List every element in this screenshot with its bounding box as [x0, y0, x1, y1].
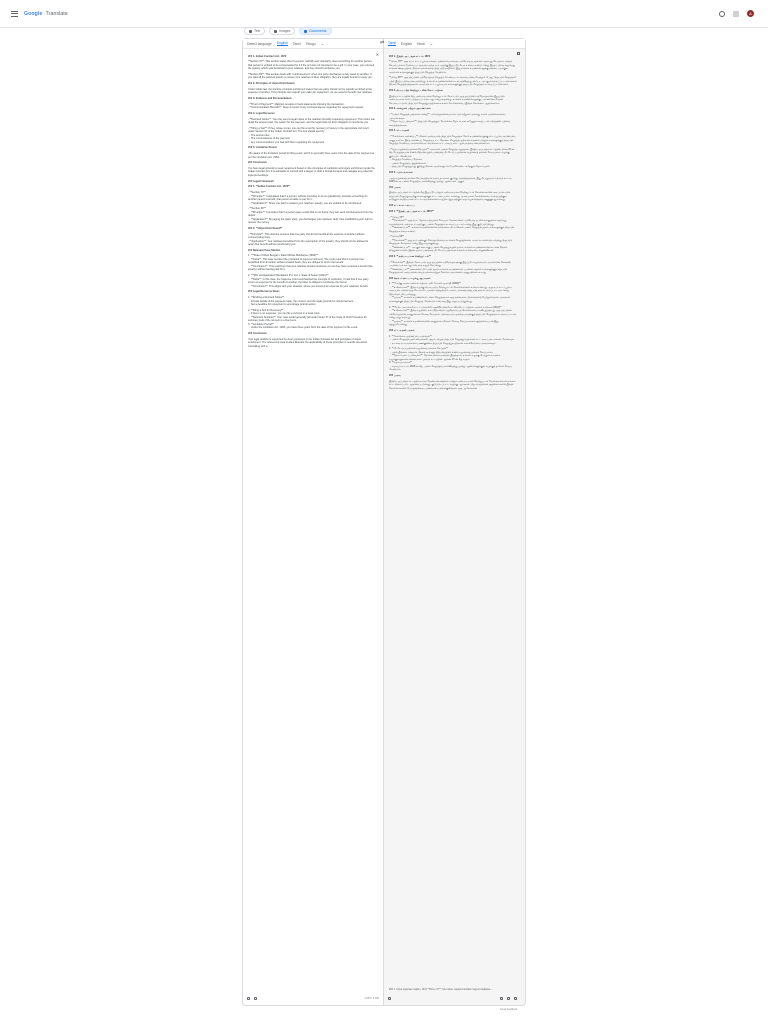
paragraph: - ஒரு வழக்கைத் தாக்கல் செய்வதற்கான வரம்புக் காலம் குறித்து அறிந்திருங்கள், இது பொதுவாக வரம்புச் சட்டம், 1963-ன்படி பணம் செலுத்திய நாளிலிருந்து மூன்று ஆண்டுகள் ஆகும். [389, 176, 513, 184]
paragraph: Your legal position is supported by clear provisions in the Indian Contract Act and principles of unjust enrichment. The referenced case studies illustrate the applicability of these principles in real-life scenarios. Consulting with a [248, 337, 369, 348]
paragraph: - **பிரிவு 70** - **கொள்கை**: ஒரு நபர், தேவையற்றதாகச் செய்யும் நோக்கமின்றி, மற்றொரு நபரின் நலனுக்காக ஏதாவது வழங்கினால், அந்த நபர் அதற்குப் பணம் செலுத்தக் கடமைப்பட்டவர் என்று இது குறிப்பிடுகிறது. - **விண்ணப்பம்**: உங்கள் உறவினர்களின் நகைகளை மீட்க நீங்கள் பணம் செலுத்தியதால், உங்களுக்குத் திருப்பிச் செலுத்த உரிமை உண்டு. [389, 215, 515, 233]
section-heading: ### 2. **Unjust Enrichment** [248, 226, 283, 230]
paragraph: Under Indian law, the doctrine of unjust enrichment states that one party should not be unjustly enriched at the expense of another. This principle can support your claim for repayment, as you acted to benefit your relatives. [248, 87, 373, 95]
target-language-tab[interactable]: Hindi [417, 41, 425, 46]
chevron-down-icon[interactable]: ⌄ [320, 41, 325, 46]
text-mode-icon [249, 30, 252, 33]
star-icon[interactable] [517, 52, 520, 55]
section-heading: ### முடிவு [389, 185, 401, 189]
paragraph: You have legal grounds to seek repayment based on the principles of restitution and unjust enrichment under the Indian Contract Act. It is advisable to consult with a lawyer to draft a formal demand and navigate any potential legal proceedings. [248, 166, 376, 177]
character-count: 4,953 / 5,000 [364, 996, 379, 1000]
source-footer [247, 994, 379, 1002]
target-language-tab[interactable]: Tamil [388, 41, 396, 45]
mode-tab-documents[interactable] [299, 27, 331, 35]
brand-logo[interactable] [24, 11, 68, 17]
mode-tab-label: Documents [309, 29, 327, 33]
paragraph: - **Section 70** - **Principle**: It stipulates that if a person, without intending to do so gratuitously, provides something for another person's benefit, that person is liable to pay for it. - **Application**: Since you paid to redeem your relatives' jewelry, you are entitled to be reimbursed. [248, 191, 368, 205]
swap-languages-icon[interactable]: ⇄ [380, 40, 385, 46]
target-footer [388, 994, 521, 1002]
paragraph: **பிரிவு 70**: ஒரு நபர், சட்டப்பூர்வமாகவும், தன்னார்வமாகவும், மற்றொரு நபருக்காக ஏதாவது செய்தால், அந்தச் செயல் பரிசாக நோக்கப்படாதவரை அந்த நபர் அதற்கு இழப்பீடு பெற உரிமை உண்டு என்று இந்தப் பிரிவு கூறுகிறது. உங்கள் விஷயத்தில், நீங்கள் நகைகளைத் திருப்பித் தந்தீர்கள், இது உங்கள் உறவினர்களுக்கு நன்மை பயக்கும், அவர்கள் உங்களுக்குத் திருப்பிச் செலுத்த வேண்டும். [389, 60, 517, 74]
listen-icon[interactable] [254, 997, 257, 1000]
settings-icon[interactable] [719, 11, 725, 17]
section-heading: ### 1. **Indian Contract Act, 1872** [248, 185, 291, 189]
section-heading: ### முடிவு [389, 373, 401, 377]
section-heading: ### சட்ட உதவி படிகள் [389, 328, 415, 332]
top-right-actions [719, 10, 754, 17]
rate-translation-icon[interactable] [507, 997, 510, 1000]
section-heading: ### Conclusion [248, 161, 267, 165]
paragraph: - **கோரிக்கை அறிவிப்பு**: நீங்கள் முறையாகத் திருப்பிச் செலுத்தக் கோரி உறவினர்களுக்கு சட்டப்பூர்வ அறிவிப்பை அனுப்பலாம். இந்த அறிவிப்பு செலுத்தப்பட்ட தொகை, செலுத்தியதற்கான காரணம் மற்றும் உங்களுக்குத் திருப்பிச் செலுத்த வேண்டிய அவர்களின் கடமைக்கான சட்ட அடிப்படை ஆகியவற்றை விவரிக்கலாம். [389, 135, 517, 145]
share-icon[interactable] [514, 997, 517, 1000]
menu-icon[interactable] [11, 11, 18, 17]
paragraph: - **பிரிவு 69** - **கொள்கை**: ஒரு நபர் தனக்குச் சொந்தமில்லாத கடனைச் செலுத்தினால், அவர் கடனாளியிடமிருந்து திருப்பிச் செலுத்தக் கோரலாம் என்று இது வழங்குகிறது. - **விண்ணப்பம்**: அடகுக் கடைக்குப் பணம் செலுத்துவதன் மூலம், உங்கள் உறவினர்களின் கடனை நீங்கள் தீர்த்துவிட்டீர்கள், இதன் மூலம் பணத்தை மீட்டெடுப்பதற்கான உங்கள் உரிமையை நிறுவினீர்கள். [389, 235, 512, 253]
paragraph: - **Section 69** - **Principle**: It provides that if a person pays a debt that is not theirs, they can seek reimbursement from the debtor. - **Application**: By paying the pawn shop, you discharged your relatives' debt, thus establishing your right to recover the money. [248, 207, 373, 225]
paragraph: 2. **மீட்டெடுப்பதற்கான வழக்கைத் தாக்கல் செய்தல்** - பதில் இல்லை என்றால், நீங்கள் உள்ளூர் நீதிமன்றத்தில் சிவில் வழக்கைத் தாக்கல் செய்யலாம். - **தொடர்புடைய பிரிவுகள்**: தொகை நிலையானதாக இருந்தால், உங்கள் வழக்கு பொதுவாக சுருக்க வழக்குகளுக்கான சிவில் நடைமுறைச் சட்டத்தின் ஆணை 37-ன் கீழ் வரும். 3. **வரம்புக் காலம்** - வரம்புச் சட்டம், 1963-ன் கீழ், பணம் செலுத்திய நாளிலிருந்து மூன்று ஆண்டுகளுக்குள் வழக்குத் தாக்கல் செய்ய வேண்டும். [389, 347, 513, 372]
copy-icon[interactable] [500, 997, 503, 1000]
clear-text-icon[interactable]: ✕ [375, 52, 379, 57]
target-panel [384, 38, 526, 1006]
source-text[interactable] [248, 53, 375, 350]
images-mode-icon [274, 30, 277, 33]
paragraph: **பிரிவு 69**: ஒரு தரப்பினர் மற்றொருவர் செலுத்த வேண்டிய கடமையை நிறைவேற்றும் போது "திருப்பிச் செலுத்தல்" பற்றி இந்தப் பிரிவு கையாள்கிறது. உங்கள் உறவினர்களின் கடமையிலிருந்து விடுபட அடகு வைக்கப்பட்ட நகைகளை நீங்கள் செலுத்தியிருந்தால், அவர்கள் சட்டப்பூர்வமாக உங்களுக்குத் திருப்பிச் செலுத்தக் கடமைப்பட்டுள்ளனர். [389, 76, 518, 87]
section-heading: ### 3. Evidence and Documentation [248, 96, 292, 100]
paragraph: 1. **கோரிக்கை அறிவிப்பை வரைதல்** - பணம் செலுத்தியதன் விவரங்கள், சூழல் மற்றும் திருப்பிச் செலுத்துவதற்கான சட்ட அடிப்படைகளைச் சேர்க்கவும். - உடனடி நடவடிக்கையை ஊக்குவிக்க திருப்பிச் செலுத்துவதற்கான காலக்கெடுவை அமைக்கவும். [389, 334, 515, 345]
top-bar [0, 0, 768, 28]
section-heading: ### Relevant Case Studies [248, 248, 281, 252]
mode-tab-label: Images [279, 29, 291, 33]
paragraph: - **Principle**: This doctrine ensures that one party should not benefit at the expense of another without compensating them. - **Application**: Your relatives benefitted from the redemption of the jewelry; they should not be allowed to retain that benefit without reimbursing you. [248, 232, 369, 247]
paragraph: 1. ***மேற்கு வங்க மாநிலம் எதிராக. தசீர் மோகன் முகர்ஜி (1960)** - **உண்மைகள்**: இந்த வழக்கு நியாயமற்ற செறிவூட்டல் கொள்கைகளை உள்ளடக்கியது. ஒரு நபர் சட்டப்பூர்வ அடிப்படையின்றி ஒரு செயலால் பயனடைந்திருந்தால், அவர் பலனைத் திருப்பித் தரக் கடமைப்பட்டவர் என்று நீதிமன்றம் தீர்ப்பளித்தது. - **முடிவு**: உங்கள் உறவினர்கள் பணம் செலுத்தாமல் ஒரு நன்மையை (நகைகளை) பெற்றுள்ளதால், அவர்கள் உங்களுக்குத் திருப்பிச் செலுத்த வேண்டும் என்பதை இது வலுப்படுத்துகிறது. [389, 282, 512, 303]
paragraph: **Section 69**: This section deals with "reimbursement" when one party discharges a duty owed by another. If you paid off the pawned jewelry to relieve your relatives of their obligation, they are legally bound to repay you. [248, 72, 373, 80]
section-heading: ### 3. சான்றுகள் மற்றும் ஆவணங்கள் [389, 107, 431, 111]
source-language-tab[interactable]: Telugu [305, 41, 316, 46]
section-heading: ### 4. சட்ட உதவி [389, 129, 409, 133]
section-heading: ### 5. Limitation Period [248, 146, 277, 150]
mode-tab-text[interactable] [244, 27, 265, 35]
target-language-bar [384, 39, 525, 49]
translated-text [389, 53, 517, 392]
microphone-icon[interactable] [247, 997, 250, 1000]
paragraph: - **Proof of Payment**: Maintain receipts or bank statements showing the transaction. - **Communication Records**: Keep a record of any correspondence regarding the repayment request. [248, 102, 364, 110]
paragraph: இந்திய ஒப்பந்தச் சட்டத்தின் கீழ் இழப்பீடு மற்றும் அநியாயமான செறிவூட்டல் கொள்கைகளின் அடிப்படையில் திருப்பிச் செலுத்துவதற்கு உங்களுக்குச் சட்ட அடிப்படை உள்ளது. முறையான கோரிக்கையை வரைவதற்கும், ஏதேனும் சாத்தியமான சட்ட நடவடிக்கைகளை வழிநடத்துவதற்கும் ஒரு வழக்கறிஞரை அணுகுவது நல்லது. [389, 191, 511, 202]
paragraph: 2. ***மெ/ச. அமால்கமேட்டட் பிளான்டேஷன்ஸ் பிரைவேட் லிமிடெட் எதிராக. அசாம் மாநிலம் (2011)** - **உண்மைகள்**: இந்த வழக்கில், உச்ச நீதிமன்றம் மறுசீரமைப்புக் கொள்கையை வலியுறுத்தியது. ஒரு தரப்பினர் மற்றொருவரின் நலனுக்காகச் செலவு செய்தால், பிந்தையவர் முந்தையவருக்குத் திருப்பிச் செலுத்தக் கடமைப்பட்டவர் என்று அது கூறியது. - **முடிவு**: உங்கள் உறவினர்களின் நலனுக்காக நீங்கள் செலவு செய்த உங்கள் சூழ்நிலையுடன் இது ஒத்துப்போகிறது. [389, 305, 517, 327]
mode-tabs [244, 27, 332, 35]
paragraph: - **ஒரு வழக்கைத் தாக்கல் செய்தல்**: அவர்கள் பணம் செலுத்த மறுத்தால், இந்திய ஒப்பந்தச் சட்டத்தின் பிரிவு 67-ன் கீழ் பொருத்தமான சிவில் நீதிமன்றத்தில் பணத்தை மீட்டெடுப்பதற்கான வழக்கைத் தாக்கல் செய்யலாம். வழக்கு குறிப்பிட வேண்டும்: - செலுத்த வேண்டிய தொகை - பணம் செலுத்திய சூழ்நிலைகள் - திருப்பிச் செலுத்துவது குறித்து நீங்கள் அவர்களுடன் மேற்கொண்ட ஏதேனும் தொடர்புகள் [389, 147, 515, 169]
app-title: Translate [45, 10, 68, 17]
listen-icon[interactable] [388, 997, 391, 1000]
section-heading: ### தொடர்புடைய வழக்கு ஆய்வுகள் [389, 276, 431, 280]
section-heading: ### 4. Legal Recourse [248, 111, 275, 115]
send-feedback-link[interactable]: Send feedback [500, 1008, 518, 1011]
paragraph: - **பணம் செலுத்தியதற்கான சான்று**: பரிவர்த்தனையைக் காட்டும் ரசீதுகள் அல்லது வங்கி அறிக்கைகளைப் பராமரிக்கவும். - **தொடர்புப் பதிவுகள்**: திருப்பிச் செலுத்தும் கோரிக்கை தொடர்பான ஏதேனும் கடிதப் பரிமாற்றத்தின் பதிவை வைத்திருக்கவும். [389, 113, 511, 127]
source-language-tab[interactable]: Detect language [247, 41, 272, 46]
paragraph: **Section 70**: This section states that if a person, lawfully and voluntarily, does something for another person, that person is entitled to be compensated for it if the act was not intended to be a gift. In your case, you returned the jewelry, which was beneficial to your relatives, and they should reimburse you. [248, 60, 375, 71]
section-heading: ### Conclusion [248, 331, 267, 335]
romanization: ### 1. Intiya oppantac caṭṭam, 1872 **Pirivu 70**: Oru nabar, caṭṭapūrvamāka maṟṟum tāṉākavē... [389, 987, 493, 991]
paragraph: - Be aware of the limitation period for filing a suit, which is generally three years from the date of the payment as per the Limitation Act, 1963. [248, 152, 375, 159]
source-language-bar [243, 39, 383, 49]
documents-mode-icon [304, 30, 307, 33]
paragraph: - **Demand Notice**: You may send a legal notice to the relatives formally requesting repayment. This notice can detail the amount paid, the reason for the payment, and the legal basis for their obligation to reimburse you. [248, 117, 376, 124]
paragraph: - **Filing a Suit**: If they refuse to pay, you can file a suit for recovery of money in the appropriate civil court under Section 67 of the Indian Contract Act. The suit should specify: - The amount due - The circumstances of the payment - Any communications you had with them regarding the repayment [248, 126, 369, 144]
paragraph: - **கொள்கை**: இந்தக் கோட்பாடு ஒரு தரப்பினர் மற்றொருவருக்கு இழப்பீடு வழங்காமல் அவர்களின் செலவில் பயனடையக் கூடாது என்பதை உறுதி செய்கிறது. - **விண்ணப்பம்**: நகைகளை மீட்டதன் மூலம் உங்கள் உறவினர்கள் பயனடைந்தனர்; உங்களுக்குத் திருப்பிச் செலுத்தாமல் அந்த நன்மையைத் தக்கவைத்துக் கொள்ள அவர்களை அனுமதிக்கக் கூடாது. [389, 260, 511, 275]
paragraph: இந்திய ஒப்பந்தச் சட்டத்தில் உள்ள தெளிவான விதிகள் மற்றும் அநியாயமான செறிவூட்டல் கொள்கைகளால் உங்கள் சட்ட நிலைப்பாடு ஆதரிக்கப்படுகிறது. குறிப்பிடப்பட்ட வழக்கு ஆய்வுகள், நிஜ வாழ்க்கைச் சூழ்நிலைகளில் இந்தக் கொள்கைகளின் பொருந்தக்கூடிய தன்மையை விளக்குகின்றன. ஒரு ஆலோசனை [389, 379, 517, 390]
section-heading: ### சட்டக் கட்டமைப்பு [389, 204, 415, 208]
section-heading: ### 2. நியாயமற்ற செறிவூட்டலின் கோட்பாடுகள் [389, 89, 443, 93]
source-panel [242, 38, 384, 1006]
apps-grid-icon[interactable] [733, 11, 739, 17]
target-language-tab[interactable]: English [400, 41, 413, 46]
section-heading: ### 5. வரம்புக் காலம் [389, 170, 413, 174]
section-heading: ### 2. **அநியாயமான செறிவூட்டல்** [389, 254, 431, 258]
brand-name: Google [24, 10, 43, 17]
section-heading: ### 1. இந்திய ஒப்பந்தச் சட்டம், 1872 [389, 54, 430, 58]
source-language-tab[interactable]: English [276, 41, 288, 45]
paragraph: 2. **Filing a Suit for Recovery** - If there is no response, you can file a civil suit in a local court. - **Relevant Sections**: Your case would generally fall under Order 37 of the Code of Civil Procedure for summary suits if the amount is a fixed sum. 3. **Limitation Period** - Under the Limitation Act, 1963, you have three years from the date of the payment to file a suit. [248, 308, 367, 330]
avatar[interactable]: A [747, 10, 754, 17]
chevron-down-icon[interactable]: ⌄ [429, 41, 434, 46]
mode-tab-images[interactable] [269, 27, 295, 35]
paragraph: 1. **Drafting a Demand Notice** - Include details of the payment made, the context, and the legal grounds for reimbursement. - Set a deadline for repayment to encourage prompt action. [248, 296, 354, 306]
section-heading: ### Legal Recourse Steps [248, 290, 280, 294]
paragraph: 2. ***M/s. Amalgamated Plantations Pvt. Ltd. v. State of Assam (2011)** - **Facts**: In this case, the Supreme Court emphasized the principle of restitution. It held that if one party incurs an expense for the benefit of another, the latter is obliged to reimburse the former. - **Conclusion**: This aligns with your situation, where you incurred an expense for your relatives' benefit. [248, 274, 369, 288]
section-heading: ### 1. **இந்திய ஒப்பந்தச் சட்டம், 1872** [389, 209, 434, 213]
section-heading: ### 2. Principles of Unjust Enrichment [248, 82, 295, 86]
section-heading: ### 1. Indian Contract Act, 1872 [248, 54, 287, 58]
paragraph: 1. ***State of West Bengal v. Dasir Mohan Mukherjee (1960)** - **Facts**: This case involved the principles of unjust enrichment. The court ruled that if a person has benefitted from an action without a lawful basis, they are obliged to return the benefit. - **Conclusion**: This reinforces that your relatives should reimburse you as they have received a benefit (the jewelry) without having paid for it. [248, 254, 373, 272]
section-heading: ### Legal Framework [248, 179, 274, 183]
paragraph: இந்தியச் சட்டத்தின் கீழ், அநியாயமான செறிவூட்டல் கோட்பாடு, ஒரு தரப்பினர் மற்றொருவரின் இழப்பில் அநியாயமாக வளப்படுத்தப்படக் கூடாது என்று கூறுகிறது. உங்கள் உறவினர்களுக்குப் பலனளிக்க நீங்கள் செயல்பட்டதால், திருப்பிச் செலுத்துவதற்கான உங்கள் கோரிக்கையை இந்தக் கொள்கை ஆதரிக்கலாம். [389, 94, 506, 105]
mode-tab-label: Text [254, 29, 261, 33]
source-language-tab[interactable]: Tamil [292, 41, 301, 46]
